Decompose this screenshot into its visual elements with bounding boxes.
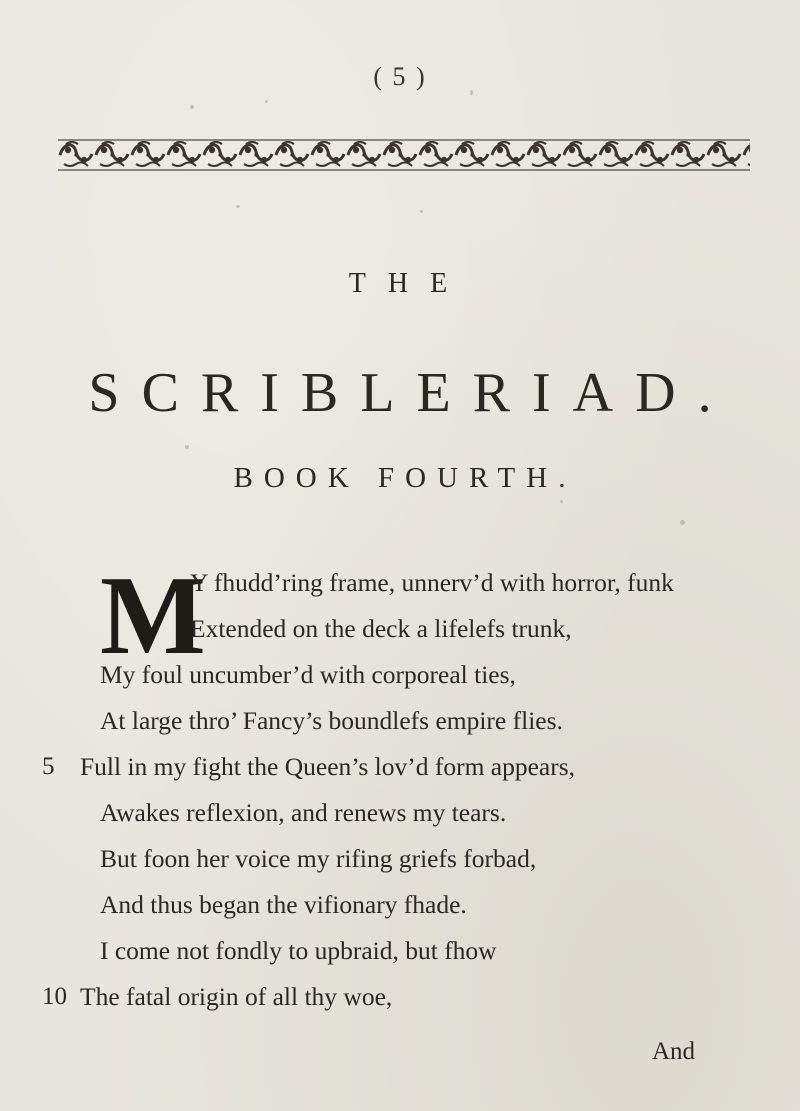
- line-number: 5: [42, 753, 55, 780]
- poem-title: SCRIBLERIAD.: [88, 362, 734, 424]
- paper-speck: [236, 205, 240, 208]
- paper-speck: [420, 210, 423, 213]
- verse-line: I come not fondly to upbraid, but fhow: [100, 936, 497, 965]
- verse-line: Y fhudd’ring frame, unnerv’d with horror, funk: [190, 568, 674, 597]
- drop-cap: M: [100, 554, 204, 678]
- line-number: 10: [42, 983, 67, 1010]
- paper-speck: [470, 90, 473, 95]
- verse-line: The fatal origin of all thy woe,: [80, 982, 393, 1011]
- verse-line: At large thro’ Fancy’s boundlefs empire flies.: [100, 706, 563, 735]
- verse-line: But foon her voice my rifing griefs forbad,: [100, 844, 537, 873]
- paper-speck: [560, 500, 563, 503]
- heading-the: THE: [348, 268, 470, 299]
- verse-line: Full in my fight the Queen’s lov’d form appears,: [80, 752, 576, 781]
- page-number: ( 5 ): [373, 62, 427, 91]
- book-heading: BOOK FOURTH.: [233, 462, 577, 494]
- verse-line: Awakes reflexion, and renews my tears.: [100, 798, 507, 827]
- paper-speck: [190, 105, 194, 109]
- verse-line: And thus began the vifionary fhade.: [100, 890, 467, 919]
- ornamental-border-icon: [58, 138, 750, 172]
- verse-line: Extended on the deck a lifelefs trunk,: [190, 614, 572, 643]
- verse-line: My foul uncumber’d with corporeal ties,: [100, 660, 516, 689]
- paper-speck: [680, 520, 685, 525]
- catchword: And: [652, 1038, 696, 1065]
- paper-speck: [265, 100, 268, 103]
- paper-speck: [185, 445, 189, 449]
